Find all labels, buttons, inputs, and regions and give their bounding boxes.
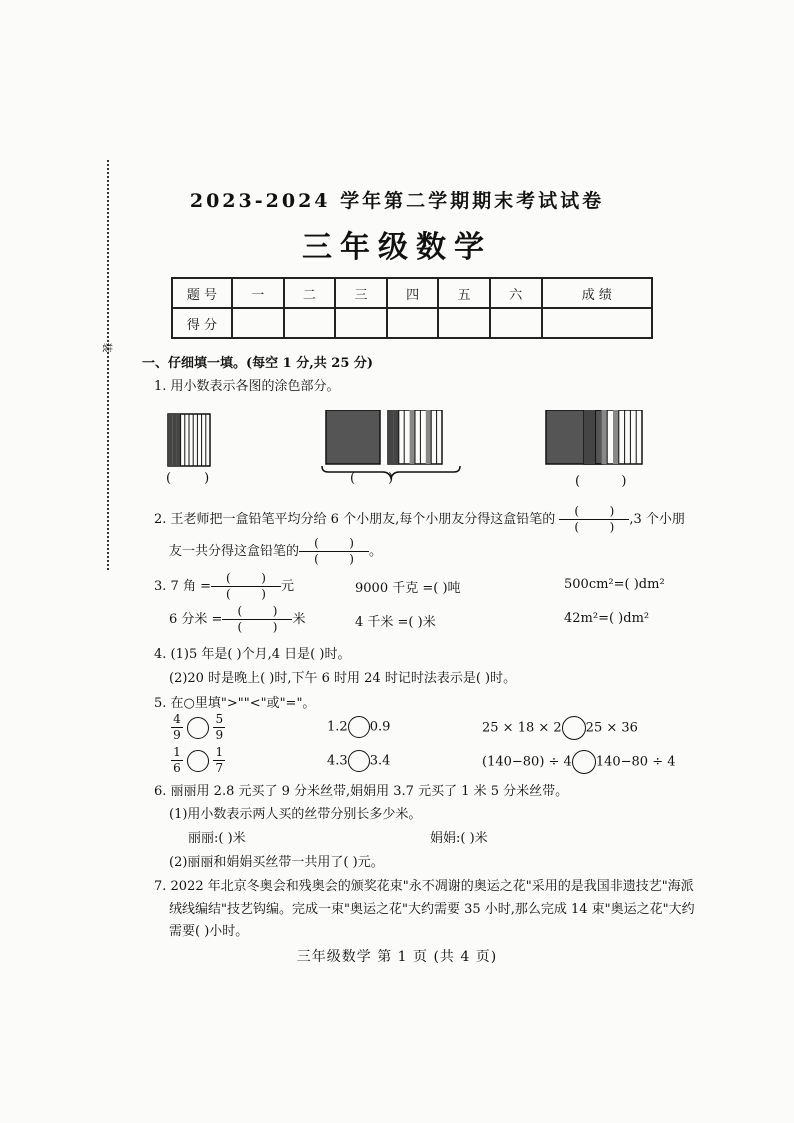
q5-text: 5. 在○里填">""<"或"="。 [154,696,316,711]
q2-fraction-blank-1[interactable]: $\frac{( )}{( )}$ [559,505,629,534]
compare-circle[interactable] [572,750,596,774]
exam-subject: 三年级数学 [302,230,492,265]
exam-title: 2023-2024 学年第二学期期末考试试卷 [189,190,605,212]
q3-fraction-blank-d[interactable]: $\frac{( )}{( )}$ [222,605,292,634]
score-cell: 六 [490,278,542,308]
score-input-cell[interactable] [490,308,542,338]
q3-item-d: 6 分米 $=\frac{( )}{( )}$米 [169,604,306,634]
score-input-cell[interactable] [232,308,284,338]
q3-fraction-blank-a[interactable]: $\frac{( )}{( )}$ [211,572,281,601]
score-table-header-row [172,278,652,308]
q2-line2: 友一共分得这盒铅笔的$\frac{( )}{( )}$。 [169,536,383,566]
q7-line2: 绒线编结"技艺钩编。完成一束"奥运之花"大约需要 35 小时,那么完成 14 束"奥运之花"大约 [169,902,695,917]
score-cell: 二 [284,278,336,308]
page-footer: 三年级数学 第 1 页 (共 4 页) [296,949,498,965]
score-cell: 成 绩 [542,278,652,308]
q5-row2-decimal-compare: 4.3 3.4 [327,750,390,772]
score-table [171,277,653,339]
compare-circle[interactable] [187,717,209,739]
score-cell: 题 号 [172,278,232,308]
q3-item-a: 3. 7 角 $=\frac{( )}{( )}$元 [154,571,294,601]
q7-line1: 7. 2022 年北京冬奥会和残奥会的颁奖花束"永不凋谢的奥运之花"采用的是我国非遗技艺"海派 [154,879,694,894]
score-cell: 一 [232,278,284,308]
q6-text: 6. 丽丽用 2.8 元买了 9 分米丝带,娟娟用 3.7 元买了 1 米 5 分米丝带。 [154,784,569,799]
score-cell: 五 [438,278,490,308]
figure-strips-3 [542,410,642,464]
q2-line1: 2. 王老师把一盒铅笔平均分给 6 个小朋友,每个小朋友分得这盒铅笔的 $\frac{( )}{( )},3$ 个小朋 [154,504,685,534]
q1-figures [164,410,644,488]
q6-lili-blank[interactable]: 丽丽:( )米 [188,831,246,846]
section-heading: 一、仔细填一填。(每空 1 分,共 25 分) [142,356,374,371]
score-input-cell[interactable] [335,308,387,338]
q5-row1-expression-compare: 25 × 18 × 2 25 × 36 [482,716,638,740]
q3-item-e[interactable]: 4 千米 =( )米 [355,615,436,630]
compare-circle[interactable] [348,750,370,772]
score-table-score-row [172,308,652,338]
figure-strips-1 [168,414,210,466]
q5-row2-expression-compare: (140−80) ÷ 4 140−80 ÷ 4 [482,750,676,774]
q3-item-c[interactable]: 500cm²=( )dm² [564,577,665,592]
q1-answer-blank-1[interactable]: ( ) [166,471,210,486]
q5-row1-decimal-compare: 1.2 0.9 [327,716,390,738]
score-cell: 得 分 [172,308,232,338]
score-input-cell[interactable] [284,308,336,338]
q1-answer-blank-3[interactable]: ( ) [575,474,627,489]
score-cell: 四 [387,278,439,308]
score-input-cell[interactable] [542,308,652,338]
q6-sub1: (1)用小数表示两人买的丝带分别长多少米。 [169,807,422,822]
q5-row2-fraction-compare: $\frac{1}{6} \frac{1}{7}$ [171,746,225,775]
score-input-cell[interactable] [387,308,439,338]
compare-circle[interactable] [348,716,370,738]
q3-item-b[interactable]: 9000 千克 =( )吨 [355,581,461,596]
figure-strips-2 [322,410,460,478]
q6-juanjuan-blank[interactable]: 娟娟:( )米 [430,831,488,846]
score-cell: 三 [335,278,387,308]
score-input-cell[interactable] [438,308,490,338]
q6-sub2[interactable]: (2)丽丽和娟娟买丝带一共用了( )元。 [169,855,384,870]
q1-answer-blank-2[interactable]: ( ) [350,471,394,486]
q4-line2[interactable]: (2)20 时是晚上( )时,下午 6 时用 24 时记时法表示是( )时。 [169,671,517,686]
q1-text: 1. 用小数表示各图的涂色部分。 [154,379,340,394]
binding-margin-mark: 装 [100,342,112,353]
q5-row1-fraction-compare: $\frac{4}{9} \frac{5}{9}$ [171,713,225,742]
q3-item-f[interactable]: 42m²=( )dm² [564,611,650,626]
q4-line1[interactable]: 4. (1)5 年是( )个月,4 日是( )时。 [154,647,351,662]
q2-fraction-blank-2[interactable]: $\frac{( )}{( )}$ [299,537,369,566]
compare-circle[interactable] [562,716,586,740]
q7-line3[interactable]: 需要( )小时。 [169,924,249,939]
compare-circle[interactable] [187,750,209,772]
